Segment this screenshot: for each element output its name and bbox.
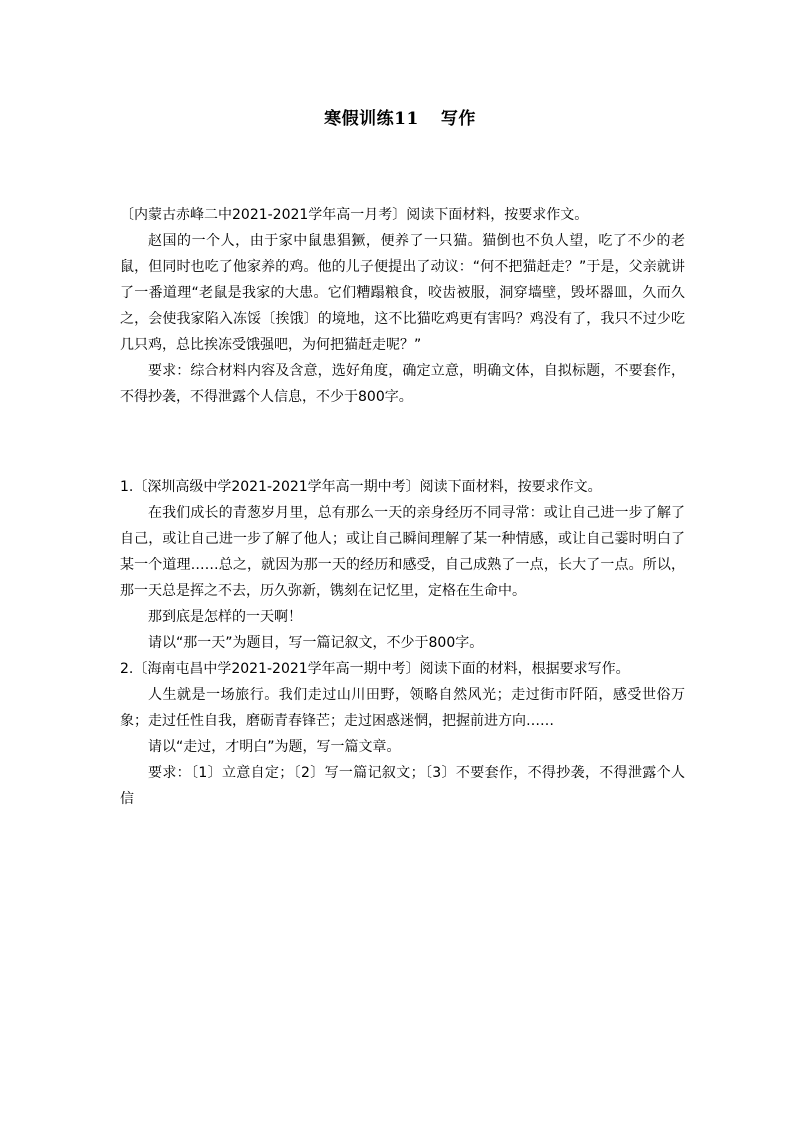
question-1 — [120, 474, 685, 656]
question-2 — [120, 656, 685, 812]
question-1-prompt: 请以“那一天”为题目，写一篇记叙文，不少于800字。 — [148, 635, 484, 651]
question-1-source: 1.〔深圳高级中学2021-2021学年高一期中考〕阅读下面材料，按要求作文。 — [120, 479, 602, 495]
question-2-prompt: 请以“走过，才明白”为题，写一篇文章。 — [148, 739, 401, 755]
question-2-material: 人生就是一场旅行。我们走过山川田野，领略自然风光；走过街市阡陌，感受世俗万象；走过任性自我，磨砺青春锋芒；走过困惑迷惘，把握前进方向…… — [120, 687, 685, 729]
question-0-requirement: 要求：综合材料内容及含意，选好角度，确定立意，明确文体，自拟标题，不要套作，不得抄袭，不得泄露个人信息，不少于800字。 — [120, 363, 685, 405]
question-2-source: 2.〔海南屯昌中学2021-2021学年高一期中考〕阅读下面的材料，根据要求写作。 — [120, 661, 630, 677]
title-main: 寒假训练11 — [324, 109, 419, 129]
question-1-exclaim: 那到底是怎样的一天啊！ — [148, 609, 302, 625]
question-0 — [120, 202, 685, 410]
question-2-requirement: 要求：〔1〕立意自定；〔2〕写一篇记叙文；〔3〕不要套作，不得抄袭，不得泄露个人信 — [120, 765, 685, 807]
question-0-material: 赵国的一个人，由于家中鼠患猖獗，便养了一只猫。猫倒也不负人望，吃了不少的老鼠，但同时也吃了他家养的鸡。他的儿子便提出了动议：“何不把猫赶走？”于是，父亲就讲了一番道理“老鼠是我家的大患。它们糟蹋粮食，咬齿被服，洞穿墙壁，毁坏器皿，久而久之，会使我家陷入冻馁〔挨饿〕的境地，这不比猫吃鸡更有害吗？鸡没有了，我只不过少吃几只鸡，总比挨冻受饿强吧，为何把猫赶走呢？” — [120, 233, 685, 353]
question-0-source: 〔内蒙古赤峰二中2021-2021学年高一月考〕阅读下面材料，按要求作文。 — [120, 207, 589, 223]
page-title — [0, 104, 800, 129]
title-sub: 写作 — [440, 109, 476, 129]
question-1-material: 在我们成长的青葱岁月里，总有那么一天的亲身经历不同寻常：或让自己进一步了解了自己，或让自己进一步了解了他人；或让自己瞬间理解了某一种情感，或让自己霎时明白了某一个道理……总之，就因为那一天的经历和感受，自己成熟了一点，长大了一点。所以，那一天总是挥之不去，历久弥新，镌刻在记忆里，定格在生命中。 — [120, 505, 685, 599]
